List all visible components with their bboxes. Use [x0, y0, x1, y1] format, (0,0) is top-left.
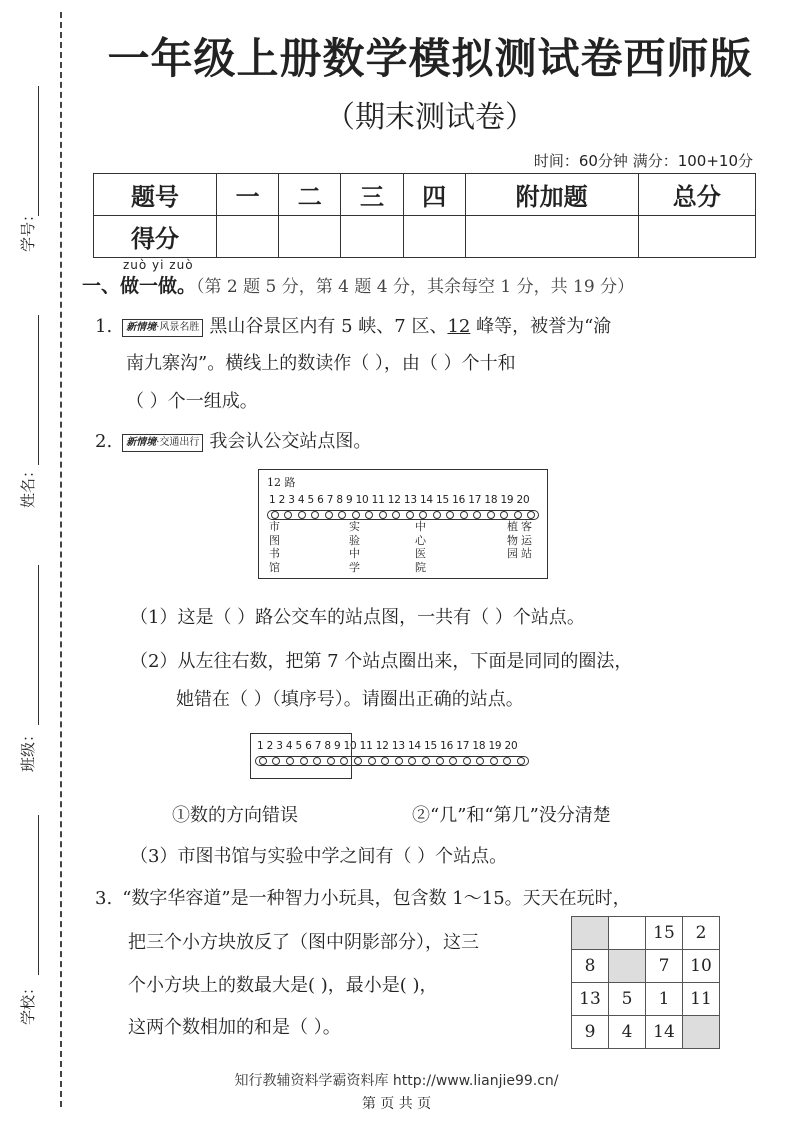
page-subtitle: （期末测试卷）	[325, 100, 535, 135]
number-puzzle-grid	[571, 916, 720, 1049]
puzzle-cell: 13	[572, 983, 609, 1016]
section-pinyin: zuò yi zuò	[123, 258, 194, 272]
section-title	[82, 271, 634, 298]
q2-number: 2.	[95, 431, 113, 452]
score-cell: 二	[279, 174, 341, 216]
q3-line3: 个小方块上的数最大是( )，最小是( )，	[128, 975, 438, 996]
score-input-cell[interactable]	[279, 216, 341, 258]
class-line	[38, 565, 39, 725]
name-label: 姓名：	[19, 462, 37, 508]
q2-option1: ①数的方向错误	[172, 805, 298, 826]
circled-stops-box	[250, 733, 352, 779]
q3-text: “数字华容道”是一种智力小玩具，包含数 1～15。天天在玩时，	[122, 888, 631, 909]
stop-name-hospital: 中心医院	[415, 520, 426, 574]
q2-text: 我会认公交站点图。	[209, 431, 372, 452]
q3-number: 3.	[95, 888, 113, 909]
score-cell: 四	[403, 174, 465, 216]
puzzle-cell: 1	[646, 983, 683, 1016]
score-input-cell[interactable]	[403, 216, 465, 258]
q2-tag	[122, 434, 203, 452]
stop-name-botanical: 植物园	[507, 520, 518, 560]
q1-line3: （ ）个一组成。	[126, 391, 258, 412]
stop-name-school: 实验中学	[349, 520, 360, 574]
student-id-line	[38, 86, 39, 216]
score-table	[93, 173, 756, 258]
score-cell: 题号	[94, 174, 217, 216]
q2-sub2a: （2）从左往右数，把第 7 个站点圈出来，下面是同同的圈法，	[130, 651, 633, 672]
q2-tag-topic: ·交通出行	[156, 437, 200, 448]
q1-tag-topic: ·风景名胜	[156, 322, 200, 333]
q2-tag-new: 新情境	[126, 437, 157, 448]
puzzle-cell: 15	[646, 917, 683, 950]
stop-name-library: 市图书馆	[269, 520, 280, 574]
binding-dashed-line	[60, 12, 62, 1107]
bus-stop-figure	[258, 469, 548, 579]
puzzle-cell: 8	[572, 950, 609, 983]
score-cell: 附加题	[465, 174, 638, 216]
puzzle-cell	[683, 1016, 720, 1049]
bus-stop-numbers: 1 2 3 4 5 6 7 8 9 10 11 12 13 14 15 16 17 18 19 20	[269, 494, 530, 506]
bus-stops-bar	[267, 510, 539, 520]
q2-sub1: （1）这是（ ）路公交车的站点图，一共有（ ）个站点。	[130, 607, 585, 628]
bus-stop-numbers-2: 1 2 3 4 5 6 7 8 9 10 11 12 13 14 15 16 17 18 19 20	[257, 740, 518, 752]
school-line	[38, 815, 39, 975]
q1-line1	[95, 312, 611, 338]
score-cell: 三	[341, 174, 403, 216]
q2-option2: ②“几”和“第几”没分清楚	[412, 805, 611, 826]
q3-line1	[95, 884, 631, 910]
puzzle-cell: 10	[683, 950, 720, 983]
puzzle-cell: 5	[609, 983, 646, 1016]
stop-name-terminal: 客运站	[521, 520, 532, 560]
puzzle-cell: 14	[646, 1016, 683, 1049]
time-info: 时间：60分钟 满分：100+10分	[533, 152, 753, 170]
score-cell: 一	[217, 174, 279, 216]
score-input-cell[interactable]	[341, 216, 403, 258]
q3-line2: 把三个小方块放反了（图中阴影部分），这三	[128, 932, 479, 953]
page-title: 一年级上册数学模拟测试卷西师版	[107, 34, 753, 83]
footer-source: 知行教辅资料学霸资料库 http://www.lianjie99.cn/	[234, 1073, 559, 1089]
puzzle-cell: 11	[683, 983, 720, 1016]
q2-sub3: （3）市图书馆与实验中学之间有（ ）个站点。	[130, 846, 508, 867]
q2-line1	[95, 427, 371, 453]
score-table-score-row	[94, 216, 756, 258]
school-label: 学校：	[19, 979, 37, 1025]
score-cell: 得分	[94, 216, 217, 258]
q1-tag-new: 新情境	[126, 322, 157, 333]
name-line	[38, 315, 39, 465]
puzzle-cell	[572, 917, 609, 950]
bus-route-label: 12 路	[267, 476, 296, 489]
page-number: 第 页 共 页	[361, 1096, 432, 1112]
puzzle-cell: 7	[646, 950, 683, 983]
score-cell: 总分	[638, 174, 756, 216]
puzzle-cell: 2	[683, 917, 720, 950]
q1-line2: 南九寨沟”。横线上的数读作（ ），由（ ）个十和	[126, 353, 516, 374]
class-label: 班级：	[19, 726, 37, 772]
q1-text-b: 峰等，被誉为“渝	[470, 316, 612, 337]
puzzle-cell: 4	[609, 1016, 646, 1049]
q1-number: 1.	[95, 316, 113, 337]
q1-text-a: 黑山谷景区内有 5 峡、7 区、	[209, 316, 448, 337]
score-input-cell[interactable]	[638, 216, 756, 258]
puzzle-cell: 9	[572, 1016, 609, 1049]
q1-tag	[122, 319, 203, 337]
q1-underlined-number: 12	[447, 316, 471, 337]
score-input-cell[interactable]	[217, 216, 279, 258]
q2-sub2b: 她错在（ ）（填序号）。请圈出正确的站点。	[176, 689, 524, 710]
score-table-header-row	[94, 174, 756, 216]
puzzle-cell	[609, 917, 646, 950]
q3-line4: 这两个数相加的和是（ ）。	[128, 1017, 341, 1038]
section-title-note: （第 2 题 5 分，第 4 题 4 分，其余每空 1 分，共 19 分）	[196, 277, 635, 297]
score-input-cell[interactable]	[465, 216, 638, 258]
puzzle-cell	[609, 950, 646, 983]
section-title-main: 一、做一做。	[82, 275, 197, 297]
student-id-label: 学号：	[19, 206, 37, 252]
